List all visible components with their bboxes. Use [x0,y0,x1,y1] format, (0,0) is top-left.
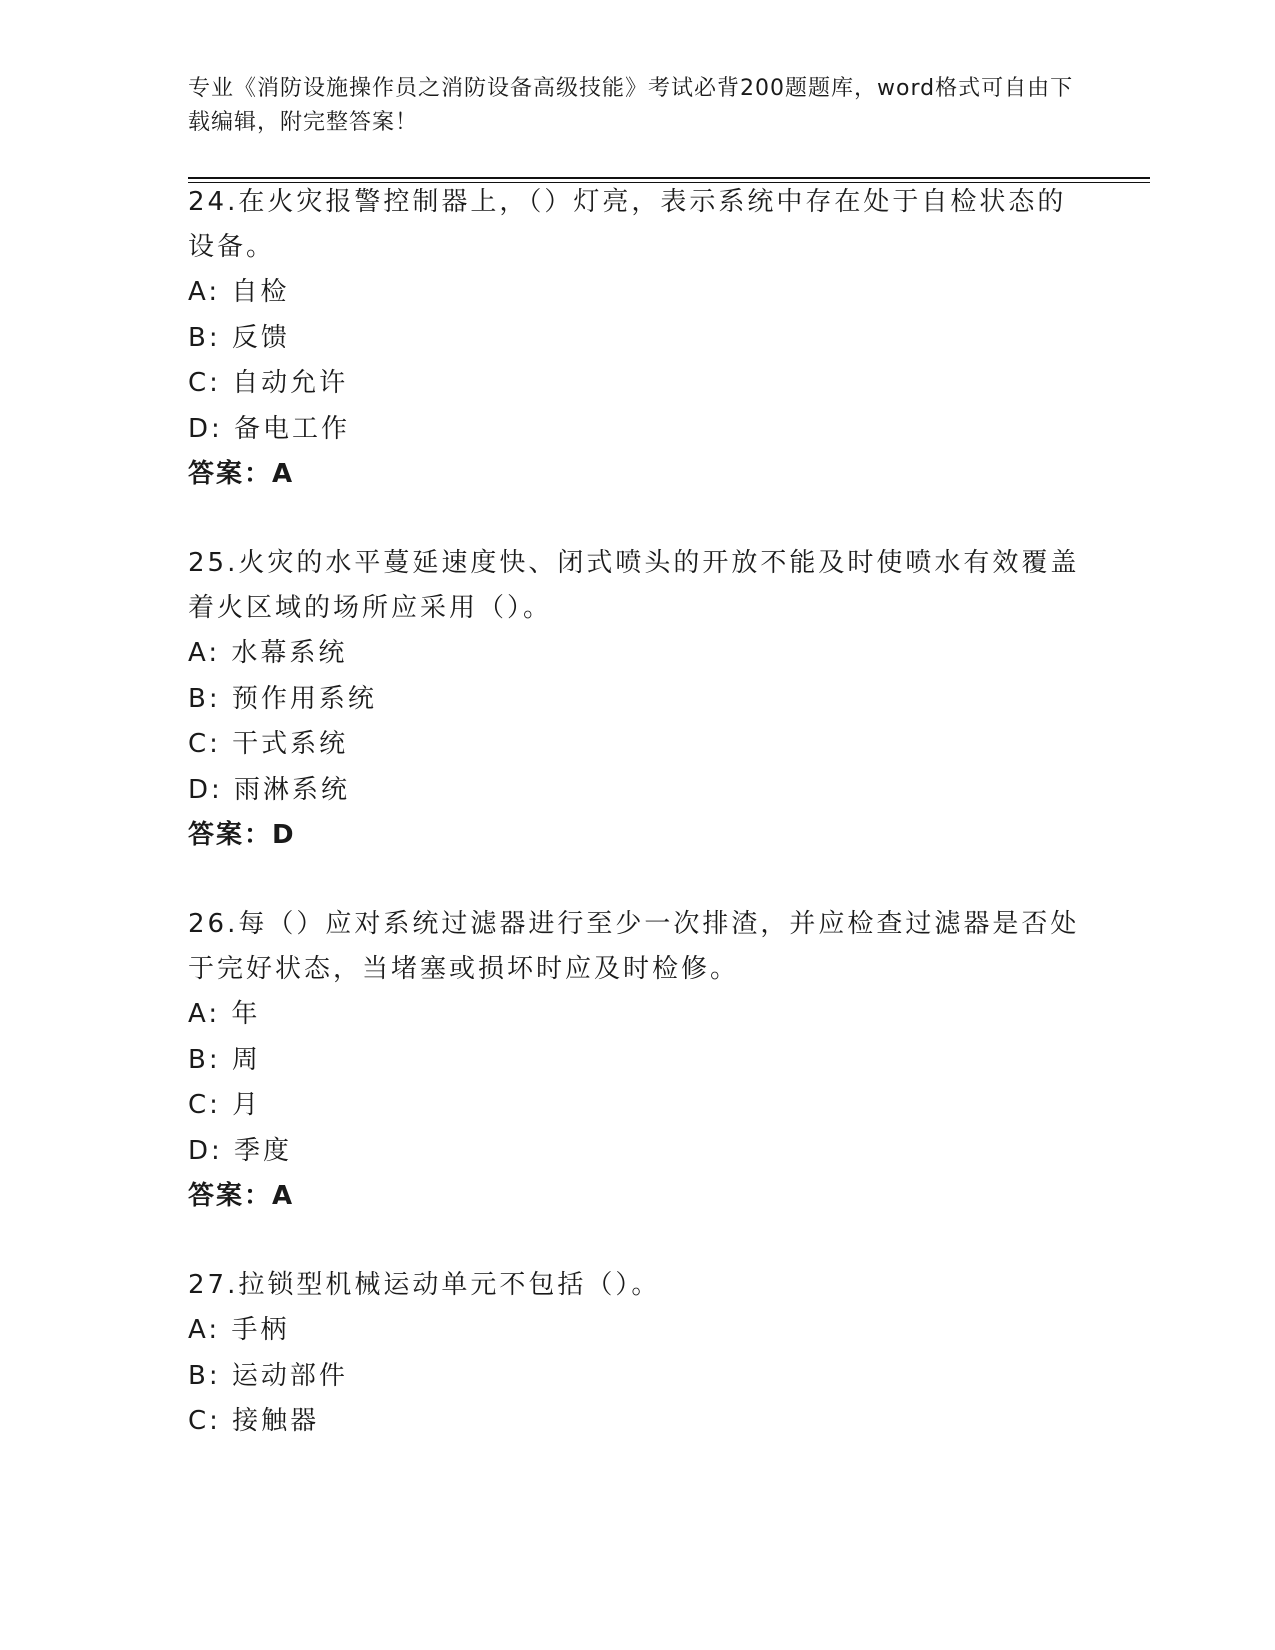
option-a: A: 水幕系统 [188,638,348,668]
question-stem: 24.在火灾报警控制器上，（）灯亮，表示系统中存在处于自检状态的设备。 [188,187,1067,262]
option-b: B: 周 [188,1044,261,1075]
option-b: B: 预作用系统 [188,683,377,714]
option-d: D: 季度 [188,1135,293,1166]
option-a: A: 年 [188,999,261,1029]
question-stem: 26.每（）应对系统过滤器进行至少一次排渣，并应检查过滤器是否处于完好状态，当堵塞或损坏时应及时检修。 [188,909,1080,984]
header-divider-thick [188,177,1150,179]
option-b: B: 运动部件 [188,1360,348,1391]
answer-line: 答案：A [188,1181,295,1211]
answer-line: 答案：D [188,820,296,850]
question-25 [188,541,1088,859]
option-d: D: 备电工作 [188,413,351,444]
option-c: C: 接触器 [188,1406,320,1436]
question-stem: 25.火灾的水平蔓延速度快、闭式喷头的开放不能及时使喷水有效覆盖着火区域的场所应采用（）。 [188,548,1080,623]
option-c: C: 自动允许 [188,368,349,398]
option-c: C: 月 [188,1090,262,1120]
question-26 [188,902,1088,1220]
option-c: C: 干式系统 [188,729,349,759]
question-24 [188,180,1088,498]
answer-line: 答案：A [188,459,295,489]
question-stem: 27.拉锁型机械运动单元不包括（）。 [188,1270,661,1300]
option-d: D: 雨淋系统 [188,774,351,805]
option-a: A: 手柄 [188,1315,290,1345]
option-a: A: 自检 [188,277,290,307]
document-header: 专业《消防设施操作员之消防设备高级技能》考试必背200题题库，word格式可自由下载编辑，附完整答案！ [188,76,1074,135]
option-b: B: 反馈 [188,322,290,353]
question-27 [188,1263,1088,1445]
